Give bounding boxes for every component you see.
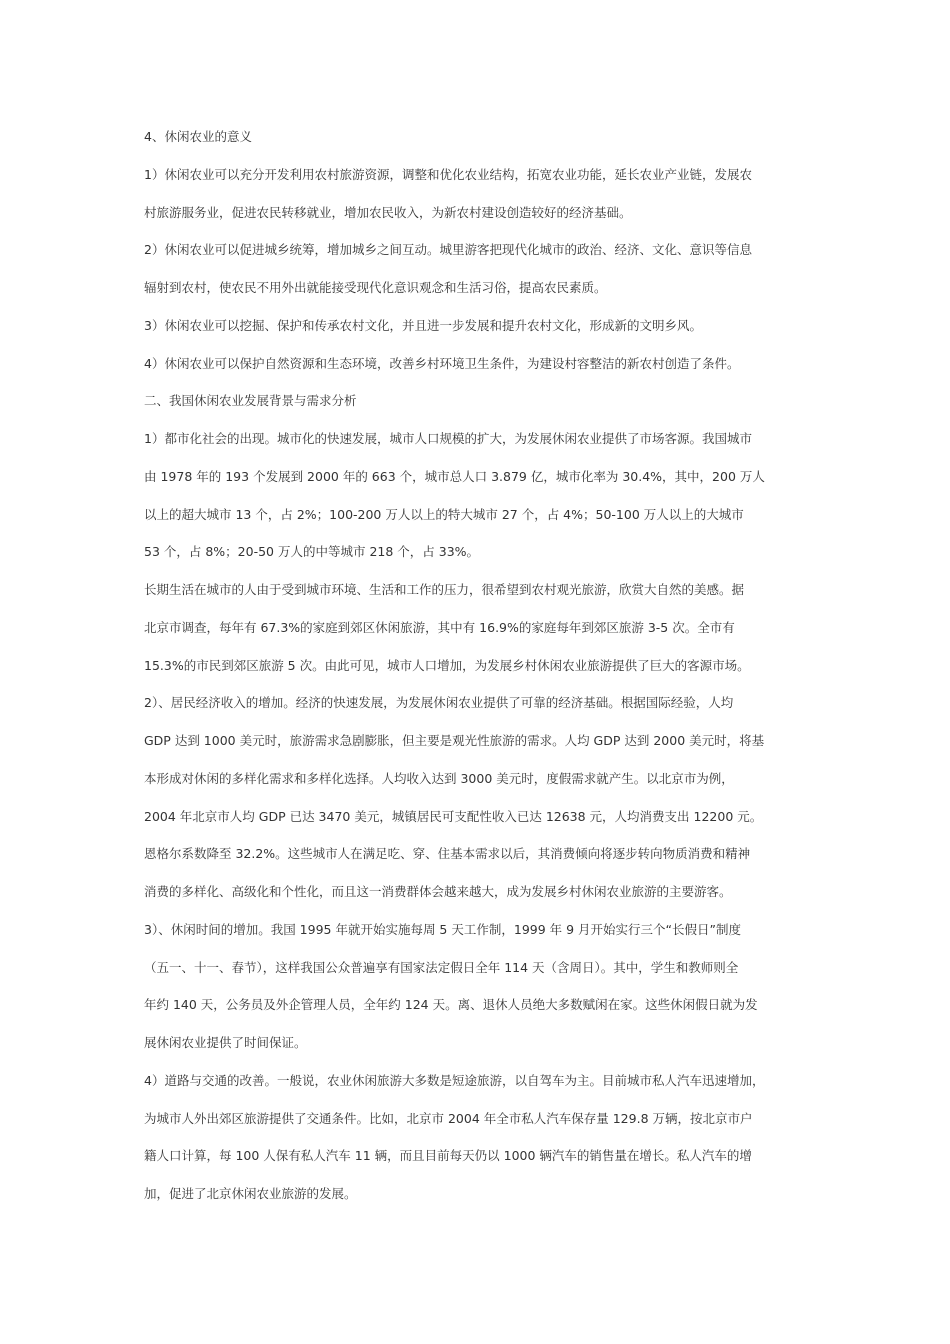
text-line: 4）道路与交通的改善。一般说，农业休闲旅游大多数是短途旅游，以自驾车为主。目前城市私人汽车迅速增加，	[144, 1072, 765, 1088]
section-heading: 4、休闲农业的意义	[144, 129, 252, 144]
text-line: 加，促进了北京休闲农业旅游的发展。	[144, 1186, 357, 1201]
text-line: 恩格尔系数降至 32.2%。这些城市人在满足吃、穿、住基本需求以后，其消费倾向将逐步转向物质消费和精神	[144, 846, 751, 862]
text-line: 4）休闲农业可以保护自然资源和生态环境，改善乡村环境卫生条件，为建设村容整洁的新农村创造了条件。	[144, 355, 740, 371]
section-heading: 二、我国休闲农业发展背景与需求分析	[144, 393, 357, 409]
text-line: 15.3%的市民到郊区旅游 5 次。由此可见，城市人口增加，为发展乡村休闲农业旅游提供了巨大的客源市场。	[144, 657, 750, 673]
text-line: 本形成对休闲的多样化需求和多样化选择。人均收入达到 3000 美元时，度假需求就产生。以北京市为例，	[144, 770, 734, 786]
text-line: 消费的多样化、高级化和个性化，而且这一消费群体会越来越大，成为发展乡村休闲农业旅游的主要游客。	[144, 884, 732, 899]
text-line: 1）休闲农业可以充分开发利用农村旅游资源，调整和优化农业结构，拓宽农业功能，延长农业产业链，发展农	[144, 166, 752, 182]
text-line: 1）都市化社会的出现。城市化的快速发展，城市人口规模的扩大，为发展休闲农业提供了市场客源。我国城市	[144, 431, 752, 446]
text-line: 北京市调查，每年有 67.3%的家庭到郊区休闲旅游，其中有 16.9%的家庭每年到郊区旅游 3-5 次。全市有	[144, 619, 735, 635]
text-line: 为城市人外出郊区旅游提供了交通条件。比如，北京市 2004 年全市私人汽车保存量 129.8 万辆，按北京市户	[144, 1110, 753, 1126]
text-line: 籍人口计算，每 100 人保有私人汽车 11 辆，而且目前每天仍以 1000 辆汽车的销售量在增长。私人汽车的增	[144, 1148, 752, 1164]
text-line: 3）、休闲时间的增加。我国 1995 年就开始实施每周 5 天工作制，1999 年 9 月开始实行三个“长假日”制度	[144, 921, 741, 937]
text-line: 2004 年北京市人均 GDP 已达 3470 美元，城镇居民可支配性收入已达 12638 元，人均消费支出 12200 元。	[144, 808, 763, 824]
text-line: 2）、居民经济收入的增加。经济的快速发展，为发展休闲农业提供了可靠的经济基础。根据国际经验，人均	[144, 695, 734, 711]
document-body	[144, 125, 812, 1220]
text-line: 由 1978 年的 193 个发展到 2000 年的 663 个，城市总人口 3.879 亿，城市化率为 30.4%，其中，200 万人	[144, 468, 765, 484]
text-line: （五一、十一、春节），这样我国公众普遍享有国家法定假日全年 114 天（含周日）。其中，学生和教师则全	[144, 959, 739, 975]
text-line: GDP 达到 1000 美元时，旅游需求急剧膨胀，但主要是观光性旅游的需求。人均 GDP 达到 2000 美元时，将基	[144, 733, 765, 748]
text-line: 2）休闲农业可以促进城乡统筹，增加城乡之间互动。城里游客把现代化城市的政治、经济、文化、意识等信息	[144, 242, 752, 258]
text-line: 村旅游服务业，促进农民转移就业，增加农民收入，为新农村建设创造较好的经济基础。	[144, 204, 632, 220]
text-line: 年约 140 天，公务员及外企管理人员，全年约 124 天。离、退休人员绝大多数赋闲在家。这些休闲假日就为发	[144, 997, 758, 1013]
text-line: 53 个，占 8%；20-50 万人的中等城市 218 个，占 33%。	[144, 544, 480, 560]
text-line: 辐射到农村，使农民不用外出就能接受现代化意识观念和生活习俗，提高农民素质。	[144, 280, 607, 295]
text-line: 以上的超大城市 13 个，占 2%；100-200 万人以上的特大城市 27 个，占 4%；50-100 万人以上的大城市	[144, 506, 744, 522]
text-line: 展休闲农业提供了时间保证。	[144, 1035, 307, 1050]
text-line: 3）休闲农业可以挖掘、保护和传承农村文化，并且进一步发展和提升农村文化，形成新的文明乡风。	[144, 317, 702, 333]
text-line: 长期生活在城市的人由于受到城市环境、生活和工作的压力，很希望到农村观光旅游，欣赏大自然的美感。据	[144, 582, 745, 597]
